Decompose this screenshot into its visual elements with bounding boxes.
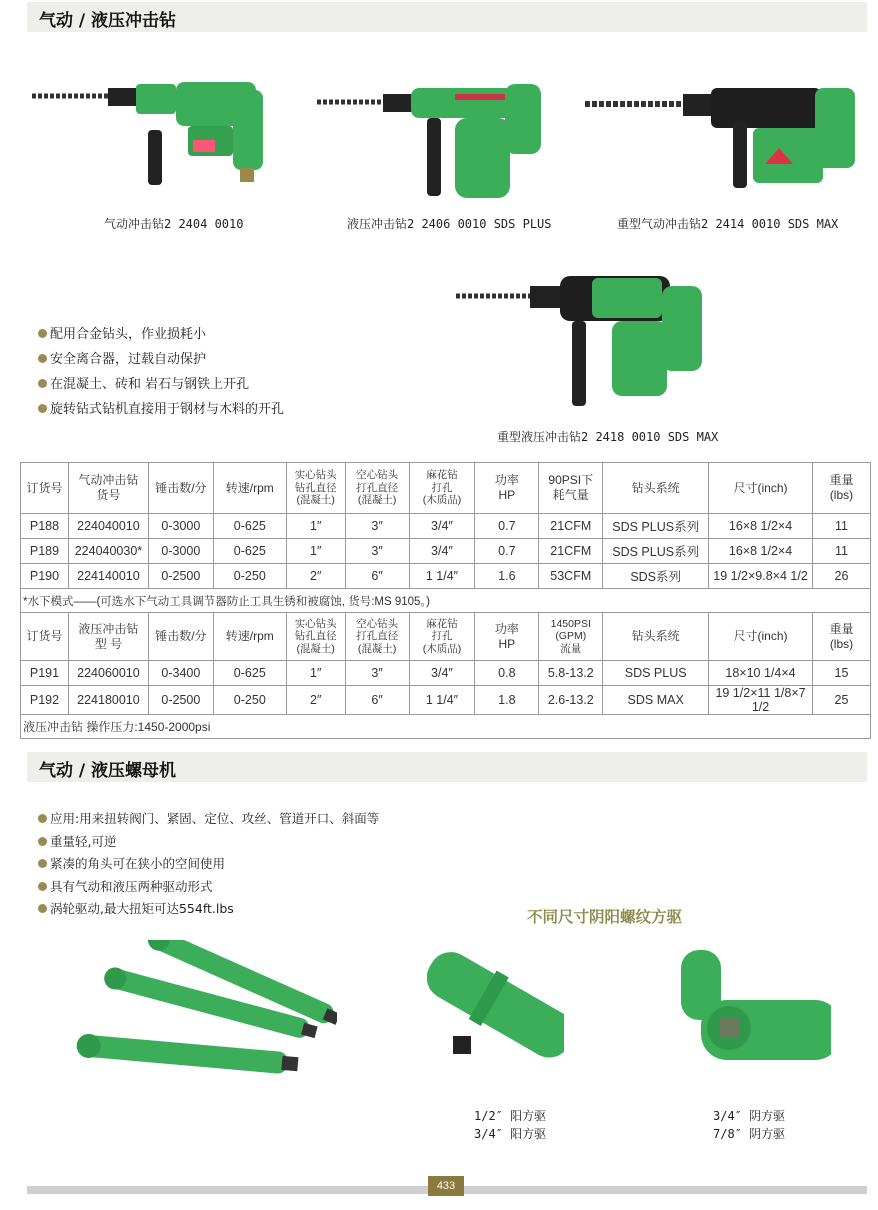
bullet-icon [38, 354, 47, 363]
tool-caption-1: 气动冲击钻2 2404 0010 [104, 217, 244, 231]
list-item: 旋转钻式钻机直接用于钢材与木料的开孔 [38, 397, 284, 422]
pneumatic-header-row [21, 463, 871, 514]
header-cell: 订货号 [21, 613, 69, 661]
header-cell: 实心钻头 钻孔直径 (混凝土) [286, 613, 345, 661]
list-item: 安全离合器，过载自动保护 [38, 347, 284, 372]
list-item: 涡轮驱动,最大扭矩可达554ft.lbs [38, 898, 379, 921]
list-item: 配用合金钻头，作业损耗小 [38, 322, 284, 347]
header-cell: 重量 (lbs) [812, 613, 870, 661]
hydraulic-header-row [21, 613, 871, 661]
list-item: 紧凑的角头可在狭小的空间使用 [38, 853, 379, 876]
bullet-icon [38, 904, 47, 913]
header-cell: 实心钻头 钻孔直径 (混凝土) [286, 463, 345, 514]
table-cell: 224060010 [68, 661, 148, 686]
tool-caption-4: 重型液压冲击钻2 2418 0010 SDS MAX [497, 430, 719, 444]
female-drive-caption [713, 1107, 785, 1143]
pneumatic-note-row [21, 589, 871, 613]
table-cell: 0-3000 [148, 514, 213, 539]
table-cell: P191 [21, 661, 69, 686]
table-cell: 11 [812, 539, 870, 564]
male-square-drive-image [427, 950, 564, 1082]
header-cell: 1450PSI (GPM) 流量 [539, 613, 603, 661]
table-cell: 26 [812, 564, 870, 589]
table-cell: 5.8-13.2 [539, 661, 603, 686]
header-cell: 尺寸(inch) [709, 463, 813, 514]
drills-section-header [27, 2, 867, 32]
table-cell: 3″ [345, 539, 409, 564]
header-cell: 气动冲击钻 货号 [68, 463, 148, 514]
header-cell: 订货号 [21, 463, 69, 514]
table-cell: 0-250 [213, 564, 286, 589]
table-cell: 2.6-13.2 [539, 686, 603, 715]
table-cell: 19 1/2×9.8×4 1/2 [709, 564, 813, 589]
header-cell: 功率 HP [475, 463, 539, 514]
drill-feature-list [38, 322, 284, 422]
table-cell: 19 1/2×11 1/8×7 1/2 [709, 686, 813, 715]
header-cell: 90PSI下 耗气量 [539, 463, 603, 514]
female-square-drive-image [681, 950, 831, 1080]
table-cell: 18×10 1/4×4 [709, 661, 813, 686]
male-drive-line-2: 3/4″ 阳方驱 [474, 1127, 547, 1141]
tool-caption-3: 重型气动冲击钻2 2414 0010 SDS MAX [617, 217, 839, 231]
nutrunner-feature-list [38, 808, 379, 921]
hydraulic-note-row [21, 715, 871, 739]
female-drive-line-2: 7/8″ 阴方驱 [713, 1127, 786, 1141]
hydraulic-note: 液压冲击钻 操作压力:1450-2000psi [21, 715, 871, 739]
male-drive-caption [474, 1107, 546, 1143]
table-row [21, 564, 871, 589]
header-cell: 钻头系统 [603, 613, 709, 661]
header-cell: 麻花钻 打孔 (木质品) [409, 463, 475, 514]
bullet-icon [38, 814, 47, 823]
nutrunner-tools-image [72, 940, 337, 1100]
table-cell: 0-250 [213, 686, 286, 715]
header-cell: 重量 (lbs) [812, 463, 870, 514]
table-cell: 2″ [286, 564, 345, 589]
table-cell: 6″ [345, 564, 409, 589]
table-cell: 1 1/4″ [409, 686, 475, 715]
table-cell: 224040030* [68, 539, 148, 564]
table-cell: 0-2500 [148, 564, 213, 589]
header-cell: 空心钻头 打孔直径 (混凝土) [345, 613, 409, 661]
table-cell: SDS系列 [603, 564, 709, 589]
male-drive-line-1: 1/2″ 阳方驱 [474, 1109, 547, 1123]
table-cell: 0-625 [213, 661, 286, 686]
header-cell: 锤击数/分 [148, 613, 213, 661]
table-cell: SDS MAX [603, 686, 709, 715]
table-cell: 224140010 [68, 564, 148, 589]
table-cell: 25 [812, 686, 870, 715]
hydraulic-hammer-drill-image [315, 78, 560, 200]
header-cell: 功率 HP [475, 613, 539, 661]
heavy-hydraulic-hammer-drill-image [452, 266, 710, 411]
table-cell: 3/4″ [409, 539, 475, 564]
pneumatic-note: *水下模式——(可选水下气动工具调节器防止工具生锈和被腐蚀, 货号:MS 9105。) [21, 589, 871, 613]
list-item: 应用:用来扭转阀门、紧固、定位、攻丝、管道开口、斜面等 [38, 808, 379, 831]
header-cell: 锤击数/分 [148, 463, 213, 514]
table-cell: 0-3000 [148, 539, 213, 564]
table-cell: 1″ [286, 661, 345, 686]
table-row [21, 661, 871, 686]
table-cell: 0.8 [475, 661, 539, 686]
table-cell: SDS PLUS系列 [603, 514, 709, 539]
bullet-icon [38, 404, 47, 413]
nutrunner-section-header [27, 752, 867, 782]
table-cell: SDS PLUS [603, 661, 709, 686]
table-cell: 1 1/4″ [409, 564, 475, 589]
pneumatic-hammer-drill-image [28, 80, 278, 190]
list-item: 重量轻,可逆 [38, 831, 379, 854]
drills-section-title: 气动 / 液压冲击钻 [39, 11, 177, 31]
table-row [21, 686, 871, 715]
table-cell: 1.6 [475, 564, 539, 589]
table-cell: 1″ [286, 539, 345, 564]
table-cell: 224040010 [68, 514, 148, 539]
bullet-icon [38, 859, 47, 868]
table-cell: 11 [812, 514, 870, 539]
header-cell: 麻花钻 打孔 (木质品) [409, 613, 475, 661]
table-cell: 3/4″ [409, 514, 475, 539]
table-cell: 16×8 1/2×4 [709, 539, 813, 564]
tool-caption-2: 液压冲击钻2 2406 0010 SDS PLUS [347, 217, 552, 231]
female-drive-line-1: 3/4″ 阴方驱 [713, 1109, 786, 1123]
header-cell: 尺寸(inch) [709, 613, 813, 661]
table-cell: 21CFM [539, 514, 603, 539]
table-cell: 0-625 [213, 539, 286, 564]
header-cell: 钻头系统 [603, 463, 709, 514]
bullet-icon [38, 837, 47, 846]
table-cell: 6″ [345, 686, 409, 715]
table-cell: 1.8 [475, 686, 539, 715]
table-cell: 16×8 1/2×4 [709, 514, 813, 539]
header-cell: 转速/rpm [213, 613, 286, 661]
table-cell: 15 [812, 661, 870, 686]
table-cell: 0.7 [475, 514, 539, 539]
bullet-icon [38, 379, 47, 388]
table-cell: P188 [21, 514, 69, 539]
heavy-pneumatic-hammer-drill-image [583, 82, 858, 192]
header-cell: 空心钻头 打孔直径 (混凝土) [345, 463, 409, 514]
table-cell: 0-625 [213, 514, 286, 539]
table-cell: 1″ [286, 514, 345, 539]
bullet-icon [38, 329, 47, 338]
table-cell: 3/4″ [409, 661, 475, 686]
square-drive-subtitle: 不同尺寸阴阳螺纹方驱 [527, 908, 683, 926]
table-cell: 2″ [286, 686, 345, 715]
table-row [21, 539, 871, 564]
header-cell: 液压冲击钻 型 号 [68, 613, 148, 661]
page-number: 433 [428, 1176, 464, 1196]
table-cell: 3″ [345, 514, 409, 539]
list-item: 在混凝土、砖和 岩石与钢铁上开孔 [38, 372, 284, 397]
table-cell: 53CFM [539, 564, 603, 589]
table-cell: 224180010 [68, 686, 148, 715]
table-cell: P189 [21, 539, 69, 564]
header-cell: 转速/rpm [213, 463, 286, 514]
table-row [21, 514, 871, 539]
bullet-icon [38, 882, 47, 891]
table-cell: 21CFM [539, 539, 603, 564]
nutrunner-section-title: 气动 / 液压螺母机 [39, 761, 177, 781]
hammer-drill-spec-table [20, 462, 871, 739]
table-cell: 3″ [345, 661, 409, 686]
table-cell: P190 [21, 564, 69, 589]
list-item: 具有气动和液压两种驱动形式 [38, 876, 379, 899]
table-cell: 0-3400 [148, 661, 213, 686]
table-cell: SDS PLUS系列 [603, 539, 709, 564]
table-cell: P192 [21, 686, 69, 715]
table-cell: 0-2500 [148, 686, 213, 715]
table-cell: 0.7 [475, 539, 539, 564]
